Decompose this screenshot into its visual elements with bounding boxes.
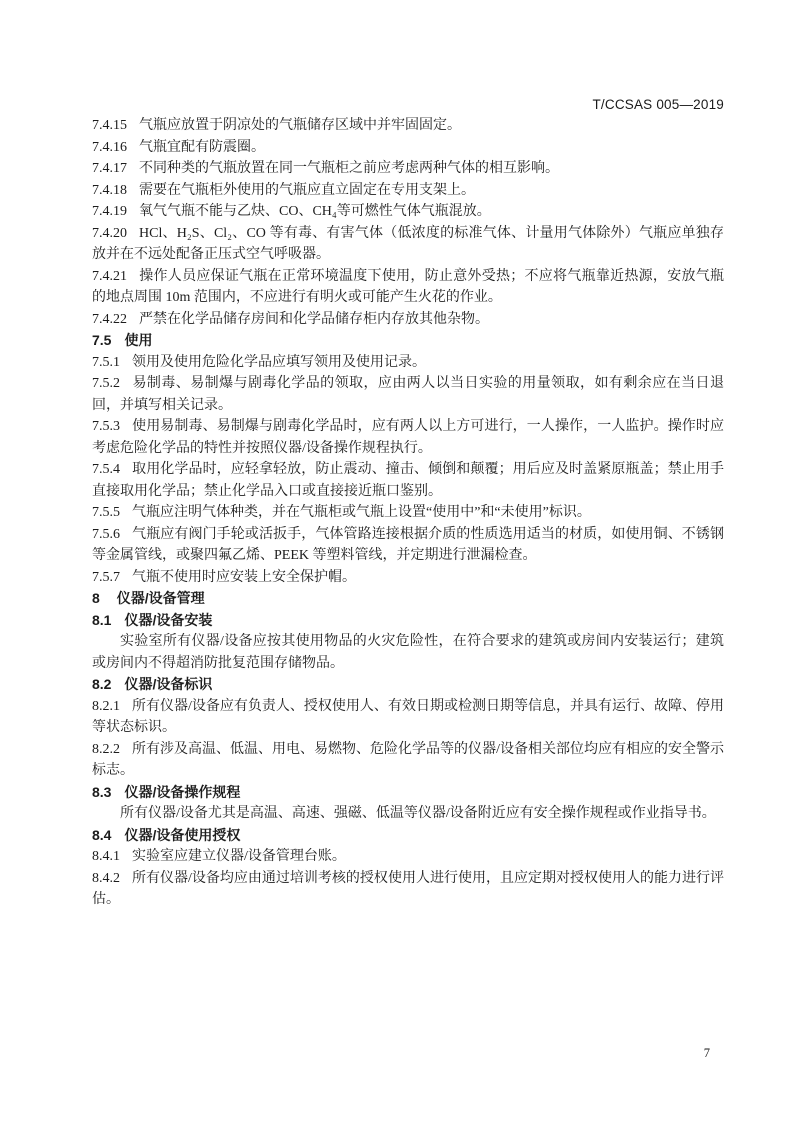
clause-text: 使用易制毒、易制爆与剧毒化学品时，应有两人以上方可进行，一人操作，一人监护。操作时应考虑危险化学品的特性并按照仪器/设备操作规程执行。 xyxy=(92,419,724,456)
clause-7.5.1 xyxy=(92,352,724,374)
clause-8.2.1 xyxy=(92,696,724,739)
clause-7.4.17 xyxy=(92,158,724,180)
clause-text: 实验室所有仪器/设备应按其使用物品的火灾危险性，在符合要求的建筑或房间内安装运行；建筑或房间内不得超消防批复范围存储物品。 xyxy=(92,634,724,671)
clause-number: 7.4.18 xyxy=(92,182,127,198)
clause-7.4.16 xyxy=(92,137,724,159)
clause-text: 气瓶应注明气体种类，并在气瓶柜或气瓶上设置“使用中”和“未使用”标识。 xyxy=(132,505,591,520)
heading-8.4 xyxy=(92,825,724,847)
clause-number: 7.4.21 xyxy=(92,268,127,284)
clause-text: 实验室应建立仪器/设备管理台账。 xyxy=(132,849,346,864)
clause-number: 8.4 xyxy=(92,826,112,843)
heading-8.1 xyxy=(92,610,724,632)
clause-7.4.20 xyxy=(92,223,724,266)
clause-7.4.15 xyxy=(92,115,724,137)
clause-7.4.22 xyxy=(92,309,724,331)
clause-text: 领用及使用危险化学品应填写领用及使用记录。 xyxy=(132,354,426,370)
clause-text: 气瓶宜配有防震圈。 xyxy=(139,139,265,155)
clause-7.5.4 xyxy=(92,459,724,502)
clause-text: 气瓶不使用时应安装上安全保护帽。 xyxy=(132,569,356,585)
clause-7.5.2 xyxy=(92,373,724,416)
clause-text: 仪器/设备标识 xyxy=(124,676,213,692)
clause-number: 8.2.2 xyxy=(92,741,120,757)
clause-7.4.19 xyxy=(92,201,724,223)
clause-text: 易制毒、易制爆与剧毒化学品的领取，应由两人以当日实验的用量领取，如有剩余应在当日退回，并填写相关记录。 xyxy=(92,376,724,413)
clause-number: 7.5 xyxy=(92,332,112,348)
clause-number: 7.5.5 xyxy=(92,505,120,520)
heading-7.5 xyxy=(92,330,724,352)
clause-number: 7.5.6 xyxy=(92,526,120,542)
clause-number: 7.4.17 xyxy=(92,161,127,176)
clause-8.2.2 xyxy=(92,739,724,782)
clause-number: 7.4.20 xyxy=(92,225,127,241)
clause-text: 需要在气瓶柜外使用的气瓶应直立固定在专用支架上。 xyxy=(139,182,475,198)
clause-number: 7.4.22 xyxy=(92,311,127,327)
clause-text: 所有涉及高温、低温、用电、易燃物、危险化学品等的仪器/设备相关部位均应有相应的安全警示标志。 xyxy=(92,741,724,778)
clause-number: 8.3 xyxy=(92,783,112,800)
clause-number: 7.5.2 xyxy=(92,376,120,391)
para-18 xyxy=(92,631,724,674)
clause-number: 8.1 xyxy=(92,611,112,628)
clause-number: 7.5.3 xyxy=(92,419,120,434)
clause-text: 所有仪器/设备尤其是高温、高速、强磁、低温等仪器/设备附近应有安全操作规程或作业指导书。 xyxy=(120,806,716,821)
clause-text: 氧气气瓶不能与乙炔、CO、CH₄等可燃性气体气瓶混放。 xyxy=(139,204,491,219)
page-footer xyxy=(92,1044,724,1062)
clause-text: 取用化学品时，应轻拿轻放，防止震动、撞击、倾倒和颠覆；用后应及时盖紧原瓶盖；禁止用手直接取用化学品；禁止化学品入口或直接接近瓶口鉴别。 xyxy=(92,462,724,499)
clause-number: 7.5.4 xyxy=(92,462,120,477)
clause-7.5.7 xyxy=(92,567,724,589)
clause-7.5.3 xyxy=(92,416,724,459)
clause-7.4.18 xyxy=(92,180,724,202)
clause-8.4.2 xyxy=(92,868,724,911)
clause-text: 操作人员应保证气瓶在正常环境温度下使用，防止意外受热；不应将气瓶靠近热源，安放气瓶的地点周围 10m 范围内，不应进行有明火或可能产生火花的作业。 xyxy=(92,268,724,305)
standard-code-header: T/CCSAS 005—2019 xyxy=(592,97,724,112)
clause-text: 气瓶应放置于阴凉处的气瓶储存区域中并牢固固定。 xyxy=(139,118,461,133)
clause-number: 7.4.19 xyxy=(92,204,127,219)
clause-number: 7.4.15 xyxy=(92,118,127,133)
clause-7.5.6 xyxy=(92,524,724,567)
chapter-8 xyxy=(92,588,724,610)
clause-text: 使用 xyxy=(124,332,153,348)
clause-text: 所有仪器/设备应有负责人、授权使用人、有效日期或检测日期等信息，并具有运行、故障、停用等状态标识。 xyxy=(92,698,724,735)
clause-text: HCl、H₂S、Cl₂、CO 等有毒、有害气体（低浓度的标准气体、计量用气体除外）气瓶应单独存放并在不远处配备正压式空气呼吸器。 xyxy=(92,225,724,262)
clause-text: 不同种类的气瓶放置在同一气瓶柜之前应考虑两种气体的相互影响。 xyxy=(139,161,559,176)
clause-text: 仪器/设备安装 xyxy=(124,611,213,628)
clause-7.5.5 xyxy=(92,502,724,524)
clause-text: 仪器/设备使用授权 xyxy=(124,826,241,843)
clause-number: 8.4.2 xyxy=(92,870,120,886)
clause-number: 8.2 xyxy=(92,676,112,692)
clause-number: 7.4.16 xyxy=(92,139,127,155)
page-number: 7 xyxy=(703,1046,710,1060)
heading-8.2 xyxy=(92,674,724,696)
document-body xyxy=(92,115,724,911)
clause-7.4.21 xyxy=(92,266,724,309)
clause-number: 7.5.7 xyxy=(92,569,120,585)
clause-number: 8.4.1 xyxy=(92,849,120,864)
clause-number: 8.2.1 xyxy=(92,698,120,714)
heading-8.3 xyxy=(92,782,724,804)
clause-text: 气瓶应有阀门手轮或活扳手，气体管路连接根据介质的性质选用适当的材质，如使用铜、不锈钢等金属管线，或聚四氟乙烯、PEEK 等塑料管线，并定期进行泄漏检查。 xyxy=(92,526,724,563)
clause-text: 所有仪器/设备均应由通过培训考核的授权使用人进行使用，且应定期对授权使用人的能力进行评估。 xyxy=(92,870,724,907)
clause-text: 仪器/设备操作规程 xyxy=(124,783,241,800)
clause-text: 仪器/设备管理 xyxy=(116,590,205,606)
clause-number: 8 xyxy=(92,590,100,606)
para-23 xyxy=(92,803,724,825)
clause-text: 严禁在化学品储存房间和化学品储存柜内存放其他杂物。 xyxy=(139,311,489,327)
clause-8.4.1 xyxy=(92,846,724,868)
clause-number: 7.5.1 xyxy=(92,354,120,370)
